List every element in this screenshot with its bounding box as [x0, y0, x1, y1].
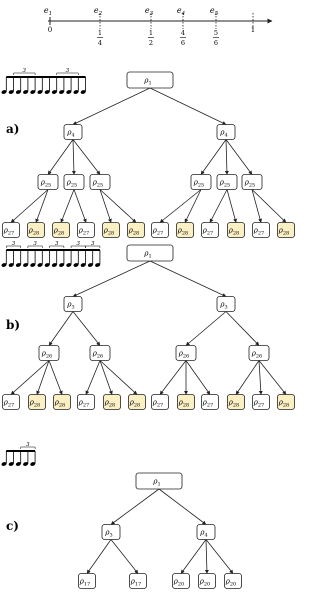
node-level1-sub: 3	[224, 304, 228, 311]
panel-label: b)	[6, 318, 21, 332]
node-leaf	[199, 574, 216, 589]
tuplet-number: 3	[33, 240, 37, 247]
node-leaf	[152, 223, 169, 238]
node-level2	[249, 346, 269, 361]
panel-label: c)	[6, 519, 19, 533]
node-root	[127, 245, 173, 261]
node-level2	[217, 175, 237, 190]
tree-edge	[185, 190, 201, 223]
node-level2-sub: 26	[96, 353, 104, 360]
tick-denominator: 6	[180, 39, 186, 47]
event-label: $e_2$	[93, 6, 103, 17]
node-leaf-label: $\rho_{28}$	[129, 398, 141, 409]
node-leaf-sub: 27	[156, 402, 164, 409]
event-label-sub: 3	[149, 11, 154, 17]
node-leaf-label: $\rho_{28}$	[53, 226, 65, 237]
node-leaf	[177, 223, 194, 238]
node-leaf-sub: 17	[83, 581, 91, 588]
node-leaf	[29, 395, 46, 410]
node-leaf	[278, 223, 295, 238]
timeline-event-4	[177, 6, 186, 47]
node-leaf-sub: 28	[33, 402, 41, 409]
tree-edge	[100, 361, 137, 395]
node-leaf	[228, 223, 245, 238]
node-level1-label: $\rho_4$	[200, 528, 208, 539]
node-leaf-sub: 28	[107, 230, 115, 237]
tree-edge	[206, 540, 207, 574]
node-level2-label: $\rho_{25}$	[40, 178, 52, 189]
node-root-label: $\rho_1$	[153, 477, 161, 488]
rhythm-notation	[1, 241, 101, 268]
node-leaf	[225, 574, 242, 589]
node-level1-sub: 4	[224, 132, 228, 139]
tree-edge	[259, 361, 286, 395]
node-leaf	[178, 395, 195, 410]
node-level2-sub: 25	[248, 182, 256, 189]
node-leaf-label: $\rho_{27}$	[253, 226, 265, 237]
event-label: $e_5$	[209, 6, 219, 17]
node-leaf-label: $\rho_{28}$	[228, 226, 240, 237]
tree-edge	[73, 88, 150, 125]
timeline-event-1	[44, 6, 52, 34]
node-level1	[102, 525, 120, 540]
node-leaf-sub: 27	[82, 402, 90, 409]
tree-edge	[74, 190, 86, 223]
tree-edge	[111, 540, 138, 574]
node-level1	[197, 525, 215, 540]
timeline-end	[251, 13, 255, 34]
node-leaf	[128, 223, 145, 238]
event-label-sub: 5	[214, 11, 219, 17]
node-level2	[38, 175, 58, 190]
rhythm-notation	[1, 442, 36, 467]
node-level1	[217, 125, 235, 140]
node-leaf-label: $\rho_{27}$	[3, 226, 15, 237]
tree-edge	[186, 361, 210, 395]
node-leaf	[228, 395, 245, 410]
node-leaf-label: $\rho_{20}$	[199, 577, 211, 588]
node-leaf-label: $\rho_{20}$	[173, 577, 185, 588]
node-level2-sub: 26	[255, 353, 263, 360]
node-leaf	[253, 395, 270, 410]
node-leaf-label: $\rho_{28}$	[178, 398, 190, 409]
node-leaf	[103, 223, 120, 238]
tick-numerator: 4	[180, 29, 186, 37]
node-level2	[176, 346, 196, 361]
tree-edge	[201, 140, 226, 175]
node-level1-label: $\rho_4$	[67, 128, 75, 139]
node-leaf-label: $\rho_{27}$	[78, 398, 90, 409]
node-leaf	[79, 574, 96, 589]
node-level2	[191, 175, 211, 190]
node-level1-sub: 3	[109, 532, 113, 539]
node-root	[136, 473, 182, 489]
tick-denominator: 2	[148, 39, 154, 47]
node-leaf-sub: 27	[7, 402, 15, 409]
tuplet-number: 3	[65, 67, 70, 74]
node-level2-label: $\rho_{26}$	[41, 349, 53, 360]
event-label: $e_4$	[176, 6, 186, 17]
tuplet-number: 3	[76, 240, 81, 247]
node-level1-label: $\rho_3$	[220, 300, 228, 311]
node-level2-sub: 26	[182, 353, 190, 360]
tree-edge	[160, 190, 201, 223]
node-level1-label: $\rho_3$	[67, 300, 75, 311]
node-level2-label: $\rho_{25}$	[219, 178, 231, 189]
node-root-label: $\rho_1$	[144, 76, 152, 87]
node-root-sub: 1	[157, 481, 161, 488]
node-leaf-sub: 27	[156, 230, 164, 237]
node-leaf	[202, 395, 219, 410]
tree-edge	[252, 190, 261, 223]
node-leaf	[129, 395, 146, 410]
event-label-sub: 4	[181, 11, 186, 17]
node-leaf-label: $\rho_{27}$	[152, 398, 164, 409]
node-level2-sub: 25	[96, 182, 104, 189]
node-level1	[64, 125, 82, 140]
tree-edge	[159, 489, 206, 525]
timeline-event-3	[145, 6, 154, 47]
node-leaf-label: $\rho_{28}$	[278, 398, 290, 409]
node-root-label: $\rho_1$	[144, 249, 152, 260]
tick-numerator: 1	[148, 29, 154, 37]
timeline-event-5	[210, 6, 219, 47]
node-leaf-sub: 28	[282, 402, 290, 409]
tree-edge	[49, 312, 73, 346]
tuplet-number: 3	[90, 240, 95, 247]
panel-c	[1, 442, 242, 589]
tuplet-number: 3	[26, 441, 30, 448]
tick-value: 0	[47, 26, 53, 34]
node-root-sub: 1	[148, 80, 152, 87]
tree-edge	[259, 361, 261, 395]
node-leaf-label: $\rho_{27}$	[253, 398, 265, 409]
node-leaf-label: $\rho_{28}$	[177, 226, 189, 237]
tree-edge	[226, 140, 227, 175]
tree-edge	[150, 261, 226, 297]
tree-edge	[111, 489, 159, 525]
tick-denominator: 4	[97, 39, 103, 47]
tick-numerator: 1	[97, 29, 103, 37]
node-leaf-label: $\rho_{17}$	[79, 577, 91, 588]
tree-edge	[181, 540, 206, 574]
node-leaf-sub: 27	[206, 230, 214, 237]
tuplet-number: 3	[22, 67, 27, 74]
node-leaf	[78, 395, 95, 410]
tree-edge	[73, 140, 74, 175]
tree-edge	[49, 361, 62, 395]
node-level2-sub: 26	[45, 353, 53, 360]
node-level2-label: $\rho_{25}$	[244, 178, 256, 189]
node-level1-sub: 4	[204, 532, 208, 539]
node-leaf-sub: 28	[282, 230, 290, 237]
node-leaf-label: $\rho_{17}$	[130, 577, 142, 588]
node-level1-label: $\rho_4$	[220, 128, 228, 139]
node-leaf-sub: 27	[257, 402, 265, 409]
node-leaf	[54, 395, 71, 410]
node-leaf	[202, 223, 219, 238]
node-leaf-sub: 20	[177, 581, 185, 588]
tree-edge	[160, 361, 186, 395]
tick-value: 1	[250, 26, 256, 34]
node-leaf-label: $\rho_{20}$	[225, 577, 237, 588]
tree-edge	[73, 312, 100, 346]
node-level2-sub: 25	[70, 182, 78, 189]
node-level2-label: $\rho_{25}$	[193, 178, 205, 189]
event-label-sub: 1	[48, 11, 53, 17]
node-leaf-label: $\rho_{27}$	[202, 226, 214, 237]
tuplet-number: 3	[54, 240, 59, 247]
node-leaf-label: $\rho_{27}$	[152, 226, 164, 237]
node-leaf-sub: 28	[181, 230, 189, 237]
tick-numerator: 5	[213, 29, 219, 37]
tree-edge	[86, 361, 100, 395]
node-leaf-sub: 28	[182, 402, 190, 409]
timeline	[44, 6, 272, 47]
node-leaf-sub: 28	[108, 402, 116, 409]
panel-label: a)	[6, 122, 20, 136]
node-level2-label: $\rho_{26}$	[178, 349, 190, 360]
tree-edge	[186, 312, 226, 346]
tree-edge	[210, 190, 227, 223]
node-leaf-sub: 28	[57, 230, 65, 237]
node-leaf	[53, 223, 70, 238]
node-leaf-sub: 28	[32, 230, 40, 237]
node-level1	[64, 297, 82, 312]
node-leaf-sub: 27	[7, 230, 15, 237]
node-level2-sub: 25	[44, 182, 52, 189]
node-level2	[90, 346, 110, 361]
node-leaf-label: $\rho_{28}$	[29, 398, 41, 409]
node-level2-label: $\rho_{25}$	[92, 178, 104, 189]
event-label-sub: 2	[98, 11, 103, 17]
tree-edge	[252, 190, 286, 223]
panel-a	[1, 68, 295, 238]
tree-edge	[61, 190, 74, 223]
node-leaf-label: $\rho_{28}$	[28, 226, 40, 237]
tree-edge	[150, 88, 226, 125]
node-leaf-label: $\rho_{28}$	[278, 226, 290, 237]
tuplet-number: 3	[11, 240, 16, 247]
node-leaf	[130, 574, 147, 589]
node-level2	[242, 175, 262, 190]
node-leaf-sub: 20	[203, 581, 211, 588]
node-leaf-sub: 28	[133, 402, 141, 409]
node-leaf-sub: 28	[132, 230, 140, 237]
node-leaf-sub: 17	[134, 581, 142, 588]
node-level2	[90, 175, 110, 190]
node-leaf-label: $\rho_{27}$	[202, 398, 214, 409]
tree-edge	[48, 140, 73, 175]
timeline-event-2	[94, 6, 103, 47]
tree-edge	[226, 312, 259, 346]
tree-edge	[11, 190, 48, 223]
node-leaf-sub: 28	[232, 230, 240, 237]
event-label: $e_3$	[144, 6, 154, 17]
tick-denominator: 6	[213, 39, 219, 47]
tree-edge	[206, 540, 233, 574]
node-level2-label: $\rho_{25}$	[66, 178, 78, 189]
node-level2-sub: 25	[223, 182, 231, 189]
node-leaf	[152, 395, 169, 410]
node-leaf	[278, 395, 295, 410]
node-root	[127, 72, 173, 88]
node-leaf-sub: 28	[232, 402, 240, 409]
node-leaf-label: $\rho_{27}$	[3, 398, 15, 409]
tree-edge	[236, 361, 259, 395]
node-leaf-label: $\rho_{28}$	[54, 398, 66, 409]
node-leaf-label: $\rho_{28}$	[104, 398, 116, 409]
node-leaf	[173, 574, 190, 589]
node-leaf	[3, 223, 20, 238]
node-level2-sub: 25	[197, 182, 205, 189]
node-leaf-sub: 27	[82, 230, 90, 237]
tree-edge	[227, 190, 236, 223]
node-leaf-label: $\rho_{27}$	[78, 226, 90, 237]
node-leaf	[253, 223, 270, 238]
node-level1-sub: 4	[71, 132, 75, 139]
panel-b	[1, 241, 295, 410]
node-leaf-sub: 27	[206, 402, 214, 409]
node-root-sub: 1	[148, 253, 152, 260]
node-leaf	[104, 395, 121, 410]
node-leaf	[78, 223, 95, 238]
tree-edge	[226, 140, 252, 175]
node-level2	[39, 346, 59, 361]
rhythm-notation	[1, 68, 86, 95]
node-leaf-label: $\rho_{28}$	[128, 226, 140, 237]
node-leaf-label: $\rho_{28}$	[103, 226, 115, 237]
node-level2	[64, 175, 84, 190]
node-leaf-sub: 28	[58, 402, 66, 409]
tree-edge	[87, 540, 111, 574]
node-leaf	[28, 223, 45, 238]
node-leaf-label: $\rho_{28}$	[228, 398, 240, 409]
node-leaf	[3, 395, 20, 410]
node-level2-label: $\rho_{26}$	[251, 349, 263, 360]
node-leaf-sub: 20	[229, 581, 237, 588]
node-level1-sub: 3	[71, 304, 75, 311]
node-leaf-sub: 27	[257, 230, 265, 237]
event-label: $e_1$	[43, 6, 53, 17]
tree-edge	[73, 140, 100, 175]
node-level1	[217, 297, 235, 312]
node-level2-label: $\rho_{26}$	[92, 349, 104, 360]
node-level1-label: $\rho_3$	[105, 528, 113, 539]
